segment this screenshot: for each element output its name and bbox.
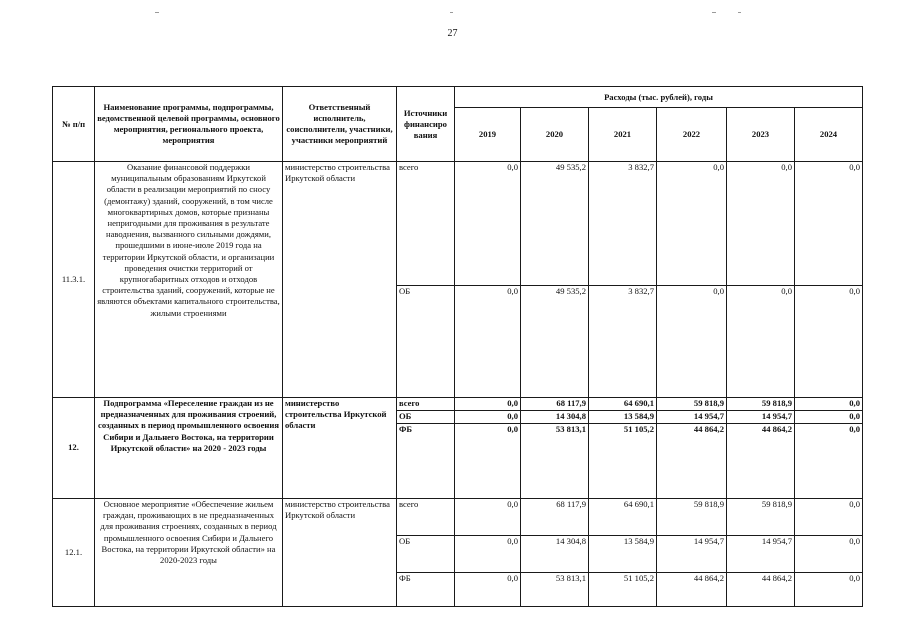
header-year: 2024 (795, 108, 863, 162)
row-value: 0,0 (795, 424, 863, 499)
budget-table (52, 86, 863, 607)
row-value: 0,0 (455, 499, 521, 536)
row-value: 53 813,1 (521, 424, 589, 499)
row-source: всего (397, 162, 455, 286)
row-source: ОБ (397, 411, 455, 424)
row-value: 0,0 (455, 286, 521, 398)
row-value: 14 954,7 (657, 536, 727, 573)
row-value: 0,0 (795, 286, 863, 398)
row-value: 53 813,1 (521, 573, 589, 607)
row-value: 44 864,2 (727, 424, 795, 499)
row-value: 0,0 (795, 499, 863, 536)
row-source: ФБ (397, 573, 455, 607)
header-name: Наименование программы, подпрограммы, ведомственной целевой программы, основного мероприятия, регионального проекта, мероприятия (95, 87, 283, 162)
row-value: 44 864,2 (727, 573, 795, 607)
row-value: 0,0 (795, 411, 863, 424)
row-value: 14 954,7 (727, 411, 795, 424)
row-value: 0,0 (657, 162, 727, 286)
row-value: 0,0 (727, 286, 795, 398)
row-value: 68 117,9 (521, 398, 589, 411)
row-value: 0,0 (455, 536, 521, 573)
row-value: 13 584,9 (589, 411, 657, 424)
header-expenses: Расходы (тыс. рублей), годы (455, 87, 863, 108)
row-value: 14 304,8 (521, 536, 589, 573)
row-name: Основное мероприятие «Обеспечение жильем граждан, проживающих в не предназначенных для проживания строениях, созданных в период промышленного освоения Сибири и Дальнего Востока, на территории Иркутской области» на 2020-2023 годы (95, 499, 283, 607)
row-value: 49 535,2 (521, 286, 589, 398)
row-value: 14 954,7 (657, 411, 727, 424)
scan-artifact (738, 12, 741, 13)
header-year: 2023 (727, 108, 795, 162)
row-value: 0,0 (727, 162, 795, 286)
row-value: 0,0 (455, 573, 521, 607)
header-year: 2020 (521, 108, 589, 162)
row-source: всего (397, 499, 455, 536)
row-value: 51 105,2 (589, 424, 657, 499)
row-value: 59 818,9 (727, 499, 795, 536)
row-source: ФБ (397, 424, 455, 499)
row-value: 51 105,2 (589, 573, 657, 607)
row-value: 59 818,9 (657, 499, 727, 536)
row-value: 0,0 (455, 398, 521, 411)
header-sources: Источники финансиро вания (397, 87, 455, 162)
table-row (53, 499, 863, 536)
header-responsible: Ответственный исполнитель, соисполнители, участники, участники мероприятий (283, 87, 397, 162)
row-value: 14 304,8 (521, 411, 589, 424)
row-value: 64 690,1 (589, 499, 657, 536)
row-value: 68 117,9 (521, 499, 589, 536)
header-year: 2021 (589, 108, 657, 162)
row-number: 11.3.1. (53, 162, 95, 398)
row-source: ОБ (397, 536, 455, 573)
row-value: 14 954,7 (727, 536, 795, 573)
scan-artifact (155, 12, 159, 13)
row-source: всего (397, 398, 455, 411)
row-value: 49 535,2 (521, 162, 589, 286)
header-year: 2019 (455, 108, 521, 162)
header-num: № п/п (53, 87, 95, 162)
row-name: Оказание финансовой поддержки муниципальным образованиям Иркутской области в реализации мероприятий по сносу (демонтажу) зданий, сооружений, в том числе многоквартирных домов, которые признаны непригодными для проживания в результате наводнения, вызванного сильными дождями, прошедшими в июне-июле 2019 года на территории Иркутской области, и организации проведения очистки территорий от крупногабаритных отходов и отходов строительства зданий, сооружений, которые не являются объектами капитального строительства, жилыми строениями (95, 162, 283, 398)
row-value: 0,0 (455, 424, 521, 499)
row-responsible: министерство строительства Иркутской области (283, 162, 397, 398)
row-value: 0,0 (455, 411, 521, 424)
row-value: 3 832,7 (589, 286, 657, 398)
row-value: 64 690,1 (589, 398, 657, 411)
scan-artifact (450, 12, 453, 13)
row-responsible: министерство строительства Иркутской области (283, 398, 397, 499)
row-value: 0,0 (657, 286, 727, 398)
table-header (53, 87, 863, 162)
header-year: 2022 (657, 108, 727, 162)
row-value: 13 584,9 (589, 536, 657, 573)
row-value: 0,0 (795, 573, 863, 607)
row-value: 44 864,2 (657, 573, 727, 607)
page-number: 27 (447, 28, 458, 39)
row-value: 0,0 (795, 398, 863, 411)
table-row (53, 398, 863, 411)
table-row (53, 162, 863, 286)
row-value: 44 864,2 (657, 424, 727, 499)
row-name: Подпрограмма «Переселение граждан из не предназначенных для проживания строений, созданных в период промышленного освоения Сибири и Дальнего Востока, на территории Иркутской области» на 2020 - 2023 годы (95, 398, 283, 499)
row-value: 0,0 (795, 536, 863, 573)
row-number: 12.1. (53, 499, 95, 607)
row-source: ОБ (397, 286, 455, 398)
row-value: 0,0 (795, 162, 863, 286)
row-value: 59 818,9 (727, 398, 795, 411)
row-number: 12. (53, 398, 95, 499)
row-value: 0,0 (455, 162, 521, 286)
row-value: 59 818,9 (657, 398, 727, 411)
row-responsible: министерство строительства Иркутской области (283, 499, 397, 607)
row-value: 3 832,7 (589, 162, 657, 286)
scan-artifact (712, 12, 716, 13)
